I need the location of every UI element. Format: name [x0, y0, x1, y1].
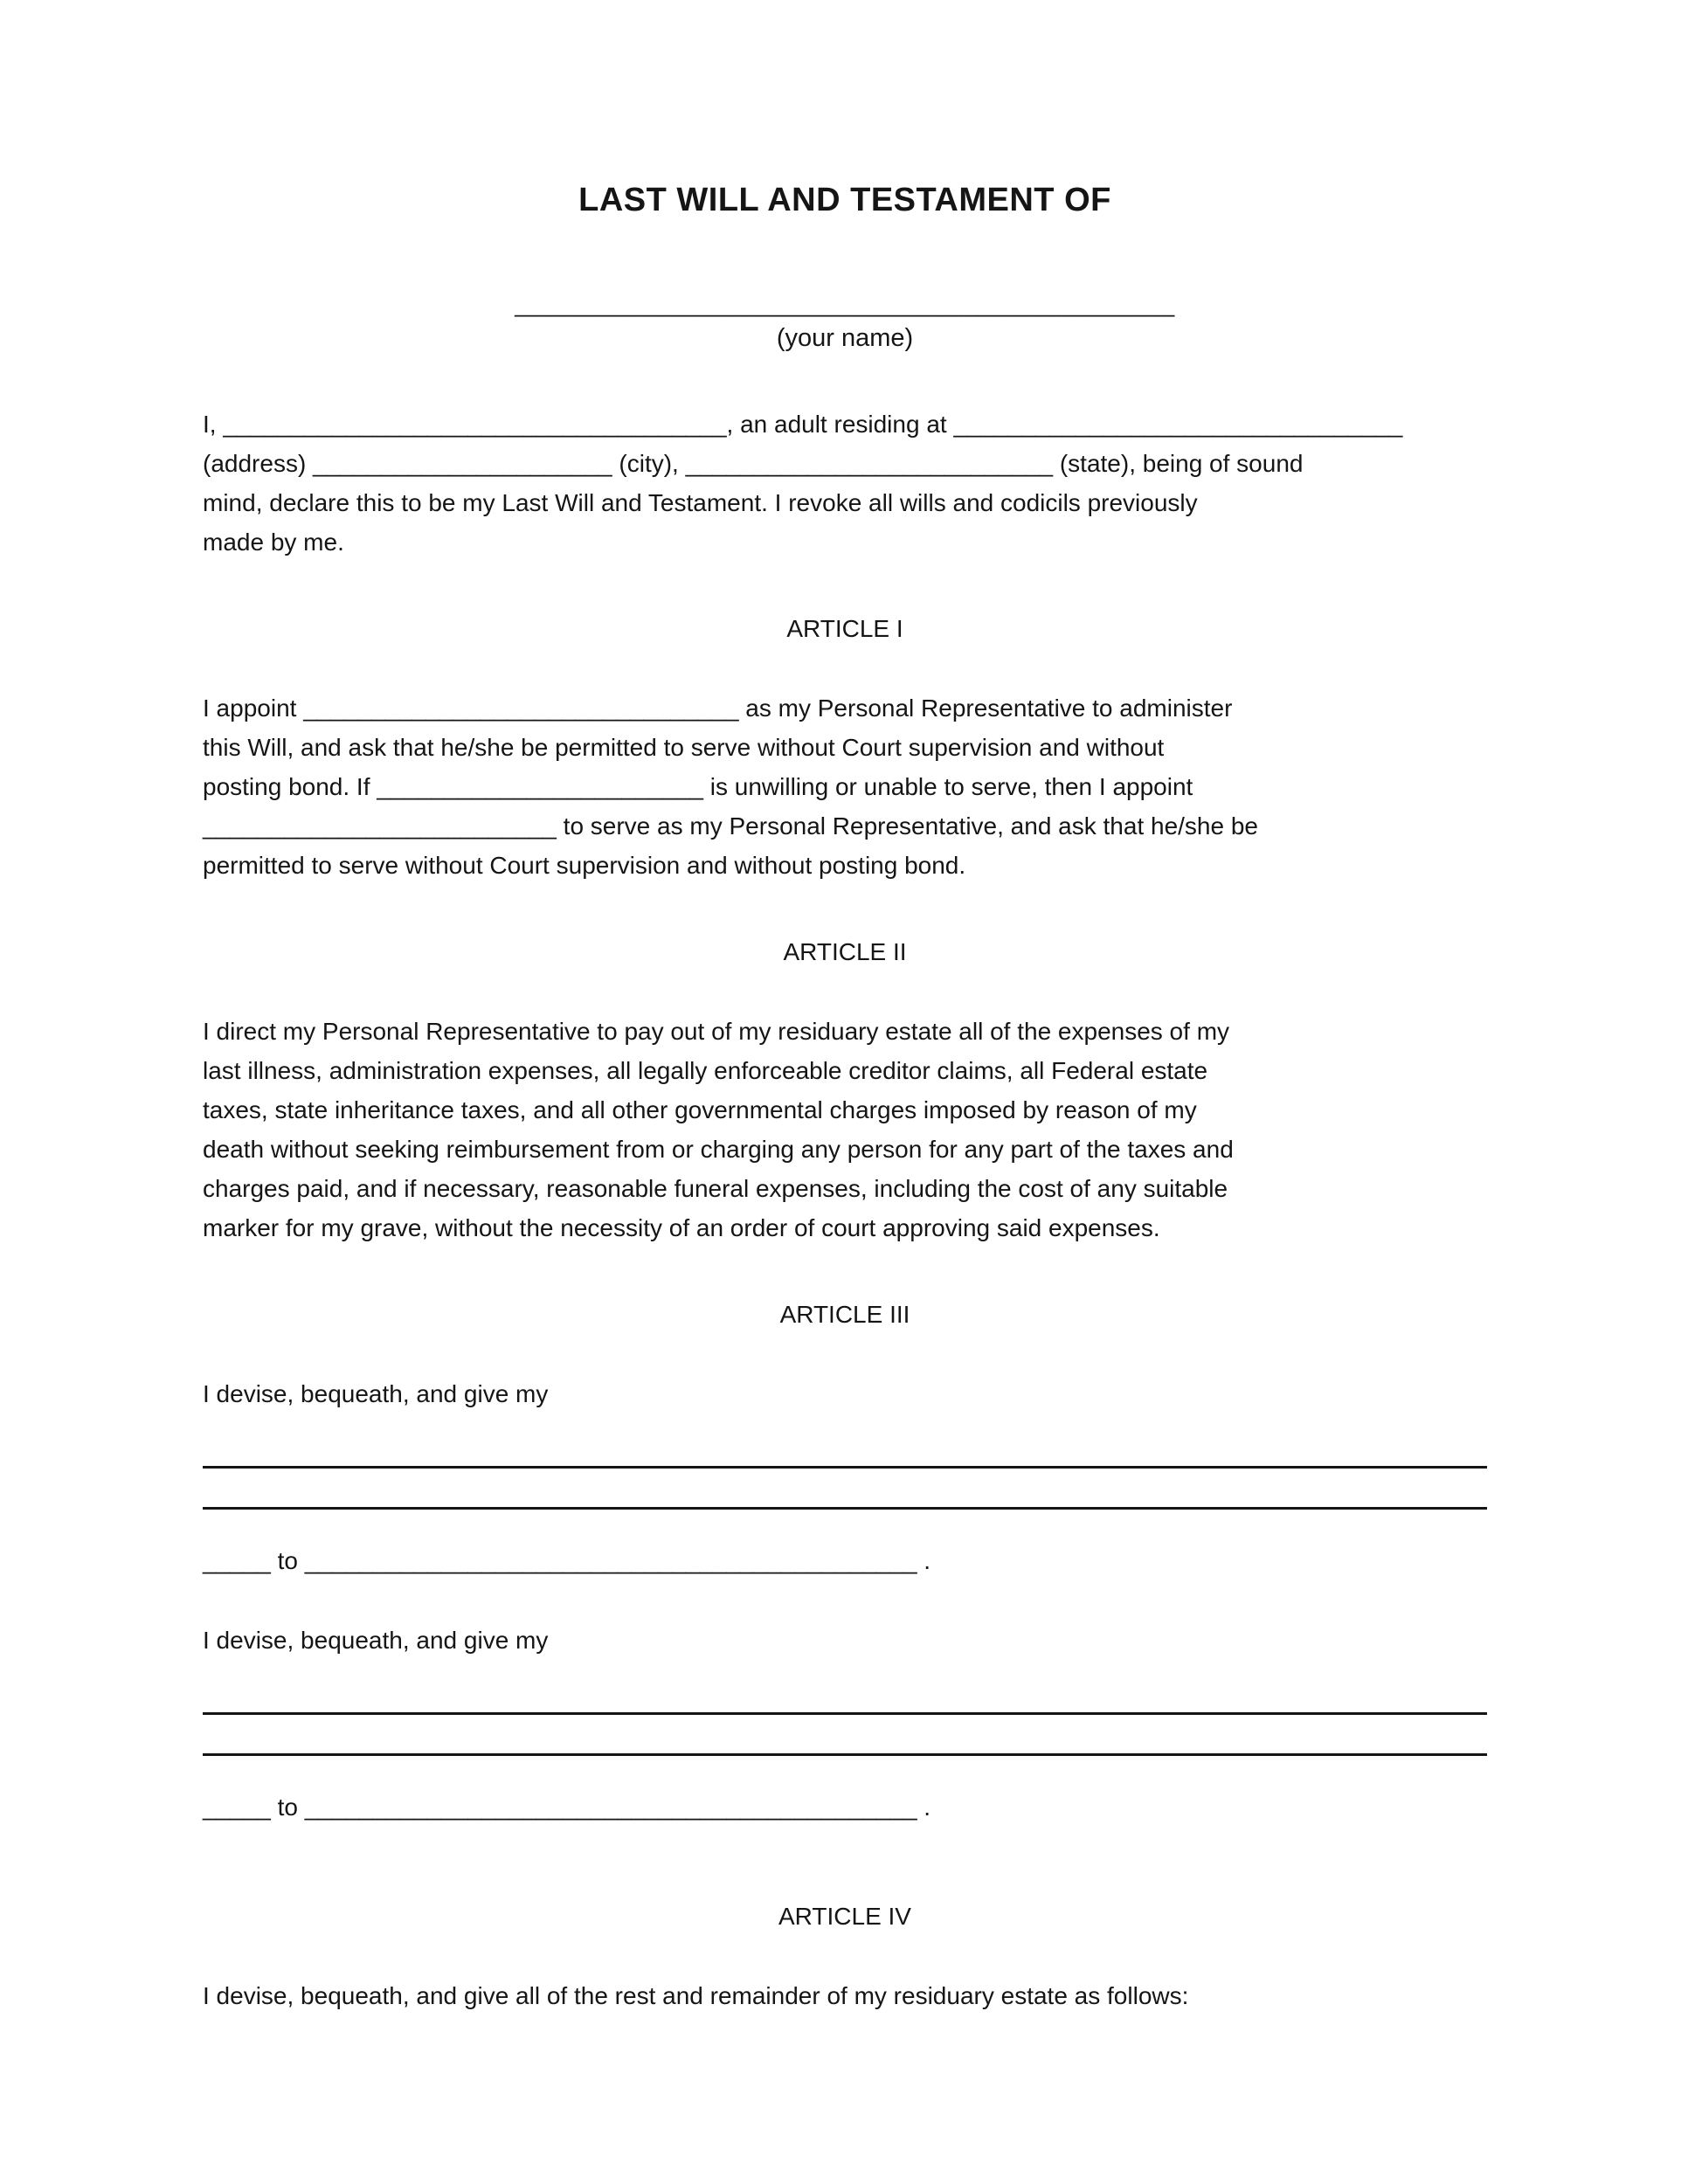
text-line: death without seeking reimbursement from or charging any person for any part of the taxes and [203, 1136, 1234, 1163]
text-line: made by me. [203, 529, 344, 556]
article2-heading: ARTICLE II [783, 938, 907, 965]
article1-paragraph [203, 688, 1487, 885]
text-line: charges paid, and if necessary, reasonable funeral expenses, including the cost of any suitable [203, 1175, 1228, 1202]
article1-heading: ARTICLE I [786, 615, 903, 642]
text-line: this Will, and ask that he/she be permitted to serve without Court supervision and without [203, 734, 1165, 761]
text-line: taxes, state inheritance taxes, and all other governmental charges imposed by reason of my [203, 1096, 1197, 1123]
devise-lead: I devise, bequeath, and give my [203, 1627, 549, 1654]
intro-paragraph [203, 404, 1487, 562]
article4-heading: ARTICLE IV [778, 1903, 911, 1930]
text-line: I appoint ________________________________ as my Personal Representative to administer [203, 695, 1233, 722]
blank-line [203, 1469, 1487, 1510]
blank-line [203, 1674, 1487, 1715]
devise-block [203, 1374, 1487, 1580]
blank-line [203, 1715, 1487, 1756]
devise-tail: _____ to _____________________________________________ . [203, 1547, 931, 1574]
text-line: permitted to serve without Court supervision and without posting bond. [203, 852, 966, 879]
name-block [203, 289, 1487, 356]
text-line: __________________________ to serve as my Personal Representative, and ask that he/she be [203, 812, 1258, 840]
text-line: marker for my grave, without the necessity of an order of court approving said expenses. [203, 1214, 1160, 1241]
text-line: last illness, administration expenses, all legally enforceable creditor claims, all Federal estate [203, 1057, 1208, 1084]
text-line: (address) ______________________ (city), ___________________________ (state), being of sound [203, 450, 1304, 477]
article4-paragraph [203, 1976, 1487, 2015]
text-line: posting bond. If ________________________ is unwilling or unable to serve, then I appoint [203, 773, 1193, 800]
article2-paragraph [203, 1012, 1487, 1248]
devise-lead: I devise, bequeath, and give my [203, 1380, 549, 1407]
name-caption: (your name) [776, 324, 914, 352]
text-line: mind, declare this to be my Last Will and Testament. I revoke all wills and codicils previously [203, 489, 1198, 516]
blank-line [203, 1427, 1487, 1469]
text-line: I, _____________________________________, an adult residing at _________________________________ [203, 411, 1403, 438]
devise-block [203, 1621, 1487, 1827]
text-line: I devise, bequeath, and give all of the rest and remainder of my residuary estate as follows: [203, 1982, 1189, 2009]
spacer [203, 1580, 1487, 1621]
article3-heading: ARTICLE III [779, 1301, 910, 1328]
devise-tail: _____ to _____________________________________________ . [203, 1794, 931, 1821]
document-title: LAST WILL AND TESTAMENT OF [578, 182, 1111, 218]
name-blank-line: _______________________________________________ [515, 290, 1175, 317]
text-line: I direct my Personal Representative to pay out of my residuary estate all of the expenses of my [203, 1018, 1230, 1045]
